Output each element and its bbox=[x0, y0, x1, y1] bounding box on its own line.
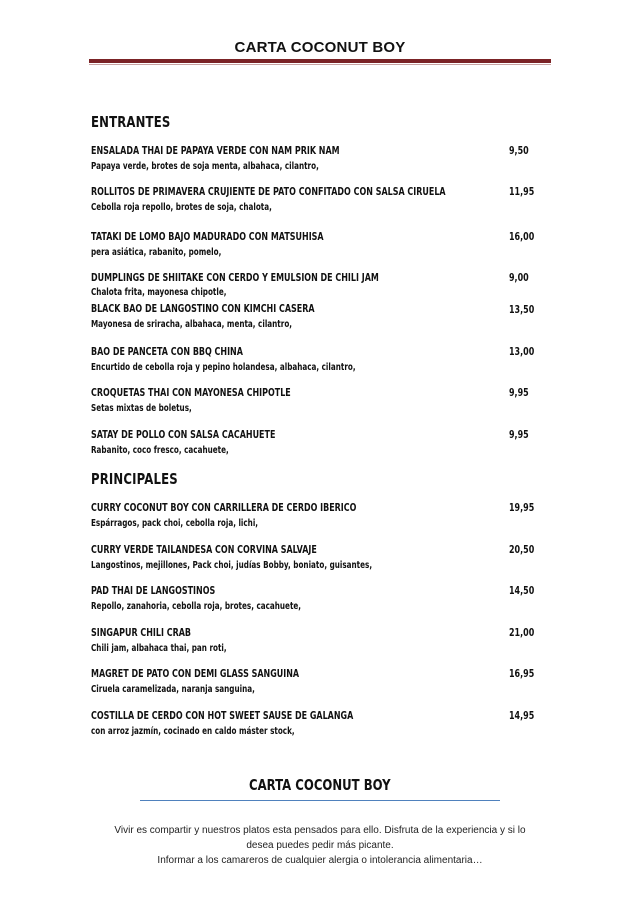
item-description: Chili jam, albahaca thai, pan roti, bbox=[91, 643, 227, 654]
item-description: Chalota frita, mayonesa chipotle, bbox=[91, 287, 227, 298]
menu-item bbox=[91, 346, 551, 374]
item-description: Ciruela caramelizada, naranja sanguina, bbox=[91, 684, 255, 695]
menu-item bbox=[91, 186, 551, 214]
item-price: 14,95 bbox=[509, 710, 535, 722]
item-name: COSTILLA DE CERDO CON HOT SWEET SAUSE DE GALANGA bbox=[91, 710, 354, 722]
item-description: Repollo, zanahoria, cebolla roja, brotes, cacahuete, bbox=[91, 601, 302, 612]
menu-item bbox=[91, 502, 551, 530]
item-price: 20,50 bbox=[509, 544, 535, 556]
item-name: MAGRET DE PATO CON DEMI GLASS SANGUINA bbox=[91, 668, 300, 680]
item-description: Espárragos, pack choi, cebolla roja, lichi, bbox=[91, 518, 259, 529]
item-name: DUMPLINGS DE SHIITAKE CON CERDO Y EMULSION DE CHILI JAM bbox=[91, 272, 379, 284]
item-name: CURRY VERDE TAILANDESA CON CORVINA SALVAJE bbox=[91, 544, 317, 556]
item-name: BLACK BAO DE LANGOSTINO CON KIMCHI CASERA bbox=[91, 303, 315, 315]
header-title: CARTA COCONUT BOY bbox=[234, 39, 406, 56]
section-title-principales: PRINCIPALES bbox=[91, 470, 178, 488]
menu-item bbox=[91, 585, 551, 613]
footer-line-1: Vivir es compartir y nuestros platos esta pensados para ello. Disfruta de la experiencia y si lo bbox=[114, 825, 526, 836]
item-name: ENSALADA THAI DE PAPAYA VERDE CON NAM PRIK NAM bbox=[91, 145, 340, 157]
menu-item bbox=[91, 668, 551, 696]
footer-note bbox=[90, 823, 550, 868]
item-name: PAD THAI DE LANGOSTINOS bbox=[91, 585, 216, 597]
item-price: 9,95 bbox=[509, 429, 529, 441]
menu-item bbox=[91, 710, 551, 738]
footer-line-3: Informar a los camareros de cualquier alergia o intolerancia alimentaria… bbox=[157, 855, 483, 866]
item-price: 9,00 bbox=[509, 272, 529, 284]
menu-item bbox=[91, 544, 551, 572]
item-name: TATAKI DE LOMO BAJO MADURADO CON MATSUHISA bbox=[91, 231, 324, 243]
footer-rule bbox=[140, 800, 500, 801]
footer-line-2: desea puedes pedir más picante. bbox=[246, 840, 394, 851]
menu-item bbox=[91, 145, 551, 173]
section-title-entrantes: ENTRANTES bbox=[91, 113, 171, 131]
menu-item bbox=[91, 272, 551, 299]
item-price: 21,00 bbox=[509, 627, 535, 639]
item-description: Setas mixtas de boletus, bbox=[91, 403, 192, 414]
menu-item bbox=[91, 303, 551, 331]
item-description: Cebolla roja repollo, brotes de soja, chalota, bbox=[91, 202, 272, 213]
item-price: 16,95 bbox=[509, 668, 535, 680]
item-description: Encurtido de cebolla roja y pepino holandesa, albahaca, cilantro, bbox=[91, 362, 356, 373]
footer-title-text: CARTA COCONUT BOY bbox=[249, 776, 391, 794]
item-name: SATAY DE POLLO CON SALSA CACAHUETE bbox=[91, 429, 276, 441]
item-description: Mayonesa de sriracha, albahaca, menta, cilantro, bbox=[91, 319, 293, 330]
item-name: BAO DE PANCETA CON BBQ CHINA bbox=[91, 346, 243, 358]
menu-item bbox=[91, 231, 551, 259]
item-price: 13,50 bbox=[509, 304, 535, 316]
header-rule bbox=[89, 59, 551, 63]
item-description: Langostinos, mejillones, Pack choi, judías Bobby, boniato, guisantes, bbox=[91, 560, 373, 571]
item-price: 16,00 bbox=[509, 231, 535, 243]
item-name: CURRY COCONUT BOY CON CARRILLERA DE CERDO IBERICO bbox=[91, 502, 357, 514]
item-price: 9,95 bbox=[509, 387, 529, 399]
item-description: con arroz jazmín, cocinado en caldo máster stock, bbox=[91, 726, 295, 737]
menu-item bbox=[91, 429, 551, 457]
menu-item bbox=[91, 627, 551, 655]
item-name: SINGAPUR CHILI CRAB bbox=[91, 627, 191, 639]
item-price: 19,95 bbox=[509, 502, 535, 514]
item-description: pera asiática, rabanito, pomelo, bbox=[91, 247, 222, 258]
menu-item bbox=[91, 387, 551, 415]
item-description: Rabanito, coco fresco, cacahuete, bbox=[91, 445, 229, 456]
header-rule-thin bbox=[89, 64, 551, 65]
item-name: CROQUETAS THAI CON MAYONESA CHIPOTLE bbox=[91, 387, 291, 399]
item-price: 14,50 bbox=[509, 585, 535, 597]
item-name: ROLLITOS DE PRIMAVERA CRUJIENTE DE PATO CONFITADO CON SALSA CIRUELA bbox=[91, 186, 446, 198]
footer-title bbox=[0, 776, 640, 795]
item-price: 9,50 bbox=[509, 145, 529, 157]
item-price: 13,00 bbox=[509, 346, 535, 358]
item-description: Papaya verde, brotes de soja menta, albahaca, cilantro, bbox=[91, 161, 319, 172]
item-price: 11,95 bbox=[509, 186, 535, 198]
